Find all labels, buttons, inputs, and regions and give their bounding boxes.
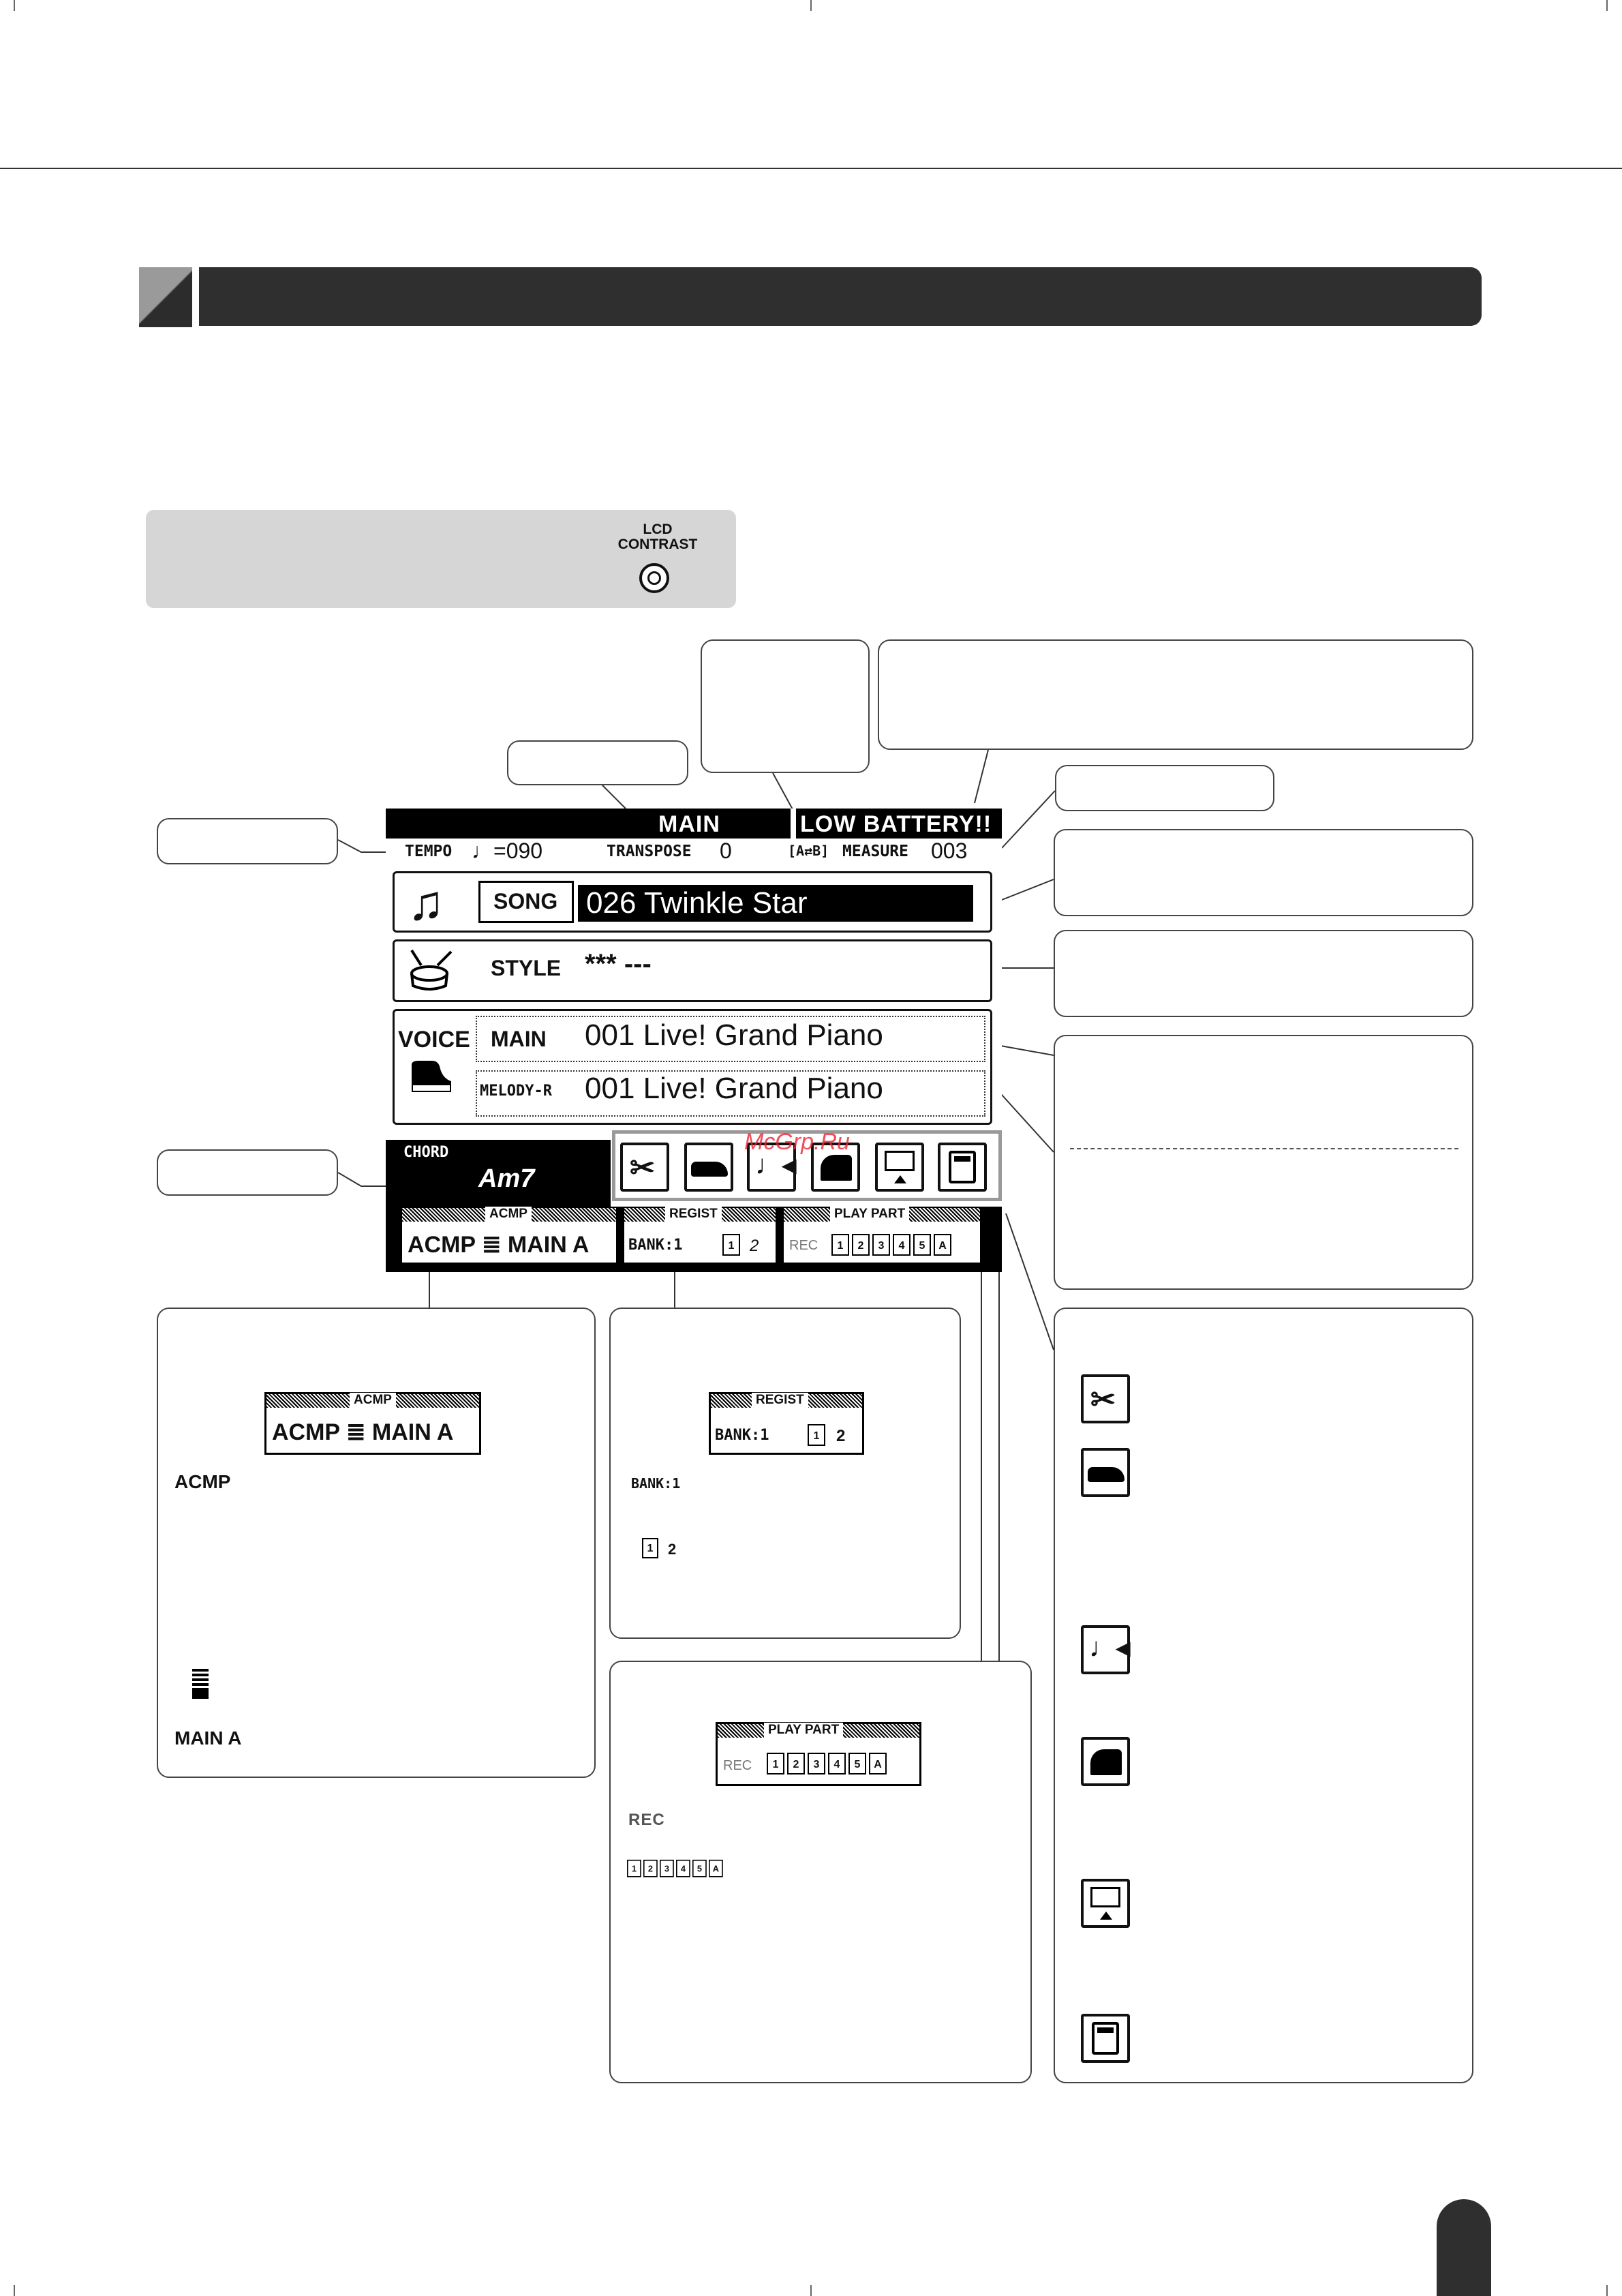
measure-label: MEASURE <box>842 843 908 860</box>
legend-metronome-icon: ✂ <box>1081 1374 1130 1423</box>
song-value: 026 Twinkle Star <box>578 885 973 922</box>
part-2: 2 <box>852 1234 870 1256</box>
part-terms <box>627 1860 725 1877</box>
playpart-detail-header: PLAY PART <box>764 1723 843 1738</box>
lcd-mode: MAIN <box>658 811 720 837</box>
dance-icon <box>684 1143 733 1192</box>
detail-part-3: 3 <box>808 1753 825 1774</box>
rec-label: REC <box>789 1238 818 1253</box>
drum-icon <box>408 948 457 993</box>
acmp-detail-value: ACMP ≣ MAIN A <box>272 1419 454 1445</box>
legend-music-sound-icon: ♩◂ <box>1081 1625 1130 1674</box>
main-voice-label: MAIN <box>491 1027 547 1051</box>
music-sound-icon: ♩◂ <box>747 1143 796 1192</box>
bank-text: BANK:1 <box>628 1237 683 1254</box>
regist-detail-header: REGIST <box>752 1393 808 1408</box>
legend-keyboard-icon <box>1081 1879 1130 1928</box>
regist-memory-1: 1 <box>722 1234 740 1256</box>
measure-value: 003 <box>931 839 968 863</box>
transpose-value: 0 <box>720 839 732 863</box>
memory-term-1: 1 <box>642 1538 658 1558</box>
melody-voice-value: 001 Live! Grand Piano <box>585 1072 883 1105</box>
style-label: STYLE <box>491 956 562 980</box>
legend-disk-icon <box>1081 2014 1130 2063</box>
chord-label: CHORD <box>403 1144 449 1161</box>
regist-detail-memory-1: 1 <box>808 1424 825 1446</box>
acmp-panel <box>401 1207 617 1264</box>
crop-mark <box>1606 2285 1608 2296</box>
regist-detail-bank: BANK:1 <box>715 1427 769 1444</box>
bank-term: BANK:1 <box>631 1475 681 1492</box>
song-label: SONG <box>493 889 558 913</box>
detail-part-1: 1 <box>767 1753 784 1774</box>
grand-piano-icon <box>409 1058 454 1096</box>
regist-header: REGIST <box>665 1207 722 1222</box>
part-5: 5 <box>913 1234 931 1256</box>
song-note-icon: ♫ <box>408 876 444 931</box>
legend-piano-icon <box>1081 1737 1130 1786</box>
watermark: McGrp.Ru <box>744 1129 850 1155</box>
page-number-tab <box>1437 2199 1491 2296</box>
part-4: 4 <box>893 1234 911 1256</box>
memory-term-2: 2 <box>668 1541 677 1558</box>
regist-panel <box>623 1207 777 1264</box>
disk-icon <box>938 1143 987 1192</box>
acmp-header: ACMP <box>485 1207 532 1222</box>
low-battery-indicator: LOW BATTERY!! <box>800 811 992 837</box>
tempo-label: TEMPO <box>405 843 453 860</box>
lcd-divider <box>791 809 796 839</box>
main-a-term: MAIN A <box>174 1727 242 1749</box>
metronome-icon: ✂ <box>620 1143 669 1192</box>
term-part-5: 5 <box>692 1860 707 1877</box>
section-level-icon <box>192 1669 209 1699</box>
acmp-detail-panel <box>264 1392 481 1455</box>
acmp-detail-header: ACMP <box>350 1393 396 1408</box>
part-3: 3 <box>872 1234 890 1256</box>
regist-memory-2: 2 <box>750 1237 759 1255</box>
regist-detail-panel <box>709 1392 864 1455</box>
ab-repeat-label: [A⇄B] <box>788 843 829 859</box>
acmp-term: ACMP <box>174 1471 231 1492</box>
regist-detail-memory-2: 2 <box>836 1427 846 1445</box>
term-part-2: 2 <box>643 1860 658 1877</box>
term-part-1: 1 <box>627 1860 641 1877</box>
detail-part-4: 4 <box>828 1753 846 1774</box>
main-voice-value: 001 Live! Grand Piano <box>585 1018 883 1052</box>
acmp-value: ACMP ≣ MAIN A <box>408 1232 590 1258</box>
chord-value: Am7 <box>478 1164 535 1193</box>
part-a: A <box>934 1234 951 1256</box>
crop-mark <box>14 2285 15 2296</box>
part-1: 1 <box>831 1234 849 1256</box>
style-row <box>393 939 992 1002</box>
term-part-3: 3 <box>660 1860 674 1877</box>
voice-label: VOICE <box>398 1027 470 1053</box>
legend-dance-icon <box>1081 1448 1130 1497</box>
term-part-4: 4 <box>676 1860 690 1877</box>
playpart-panel <box>782 1207 981 1264</box>
melody-voice-label: MELODY-R <box>480 1083 552 1100</box>
playpart-header: PLAY PART <box>830 1207 909 1222</box>
crop-mark <box>810 2285 812 2296</box>
contrast-label: LCD CONTRAST <box>617 522 698 552</box>
playpart-detail-parts <box>767 1753 889 1774</box>
detail-part-5: 5 <box>848 1753 866 1774</box>
detail-part-a: A <box>869 1753 887 1774</box>
term-part-a: A <box>709 1860 723 1877</box>
playpart-detail-panel <box>716 1722 921 1786</box>
detail-part-2: 2 <box>787 1753 805 1774</box>
transpose-label: TRANSPOSE <box>607 843 692 860</box>
part-boxes <box>831 1234 954 1256</box>
tempo-value: ♩=090 <box>472 839 543 863</box>
keyboard-icon <box>875 1143 924 1192</box>
style-value: *** --- <box>585 949 652 979</box>
rec-term: REC <box>628 1811 665 1829</box>
playpart-detail-rec: REC <box>723 1758 752 1773</box>
